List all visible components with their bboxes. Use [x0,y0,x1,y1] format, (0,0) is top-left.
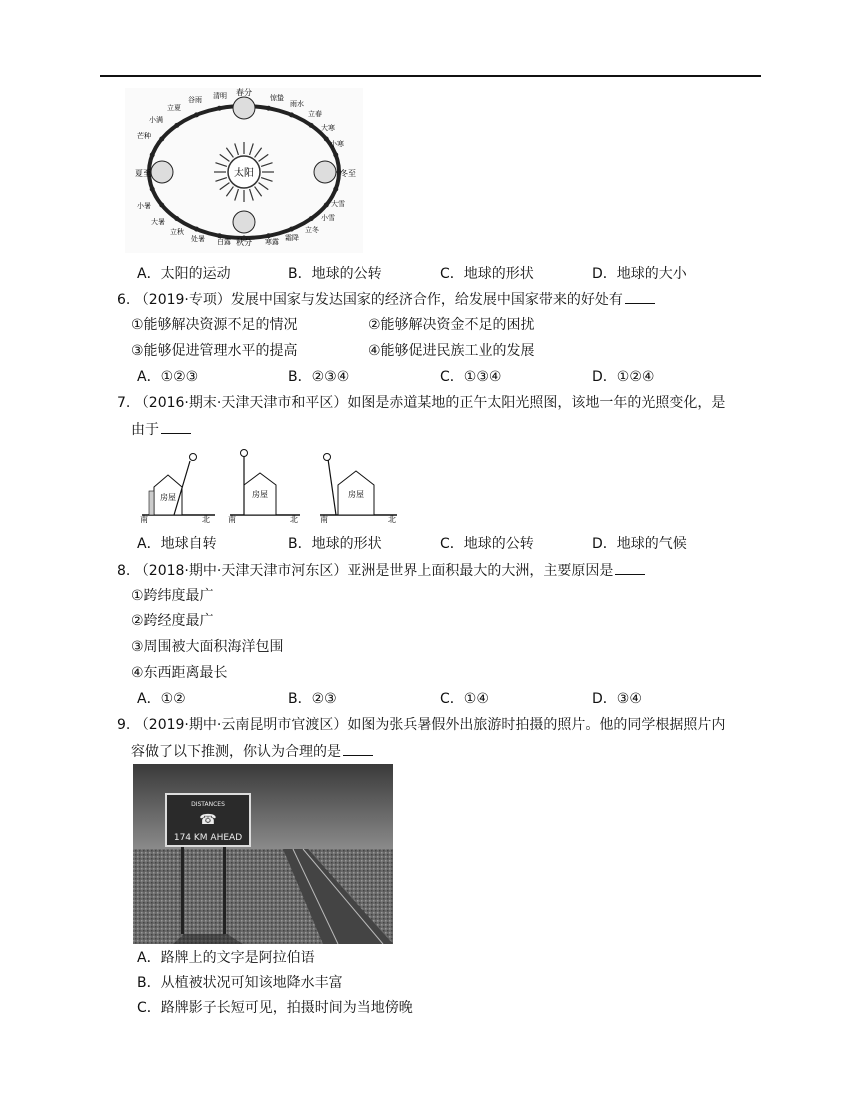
phone-icon: ☎ [199,812,217,828]
q5-option-a[interactable]: A．太阳的运动 [137,266,231,282]
answer-blank[interactable] [161,419,191,434]
q6-option-c[interactable]: C．①③④ [440,369,502,385]
q8-item-2: ②跨经度最广 [131,613,214,629]
orbit-dot [266,106,271,111]
answer-blank[interactable] [625,289,655,304]
orbit-dot [150,187,155,192]
svg-text:房屋: 房屋 [252,490,268,499]
svg-text:小满: 小满 [149,116,163,124]
q6-option-a[interactable]: A．①②③ [137,369,199,385]
orbit-dot [174,216,179,221]
q8-item-4: ④东西距离最长 [131,665,228,681]
svg-text:大暑: 大暑 [151,218,165,226]
q6-item-2: ②能够解决资金不足的困扰 [368,317,535,333]
q6-item-4: ④能够促进民族工业的发展 [368,343,535,359]
orbit-dot [150,152,155,157]
q8-option-b[interactable]: B．②③ [288,691,337,707]
q6-option-b[interactable]: B．②③④ [288,369,350,385]
q5-option-d[interactable]: D．地球的大小 [592,266,687,282]
orbit-dot [333,152,338,157]
orbit-dot [309,216,314,221]
svg-text:小寒: 小寒 [330,140,344,148]
svg-text:大寒: 大寒 [321,124,335,132]
answer-blank[interactable] [615,560,645,575]
svg-text:秋分: 秋分 [236,238,252,247]
q7-option-d[interactable]: D．地球的气候 [592,536,687,552]
orbit-dot [159,203,164,208]
svg-text:白露: 白露 [217,238,231,246]
svg-text:立冬: 立冬 [305,226,319,234]
q7-option-c[interactable]: C．地球的公转 [440,536,534,552]
orbit-dot [194,112,199,117]
svg-text:冬至: 冬至 [340,169,356,178]
orbit-dot [309,123,314,128]
svg-text:北: 北 [202,515,210,524]
svg-text:小雪: 小雪 [321,214,335,222]
svg-text:174 KM AHEAD: 174 KM AHEAD [173,833,243,843]
svg-text:霜降: 霜降 [285,234,299,242]
svg-text:南: 南 [320,515,328,524]
orbit-dot [194,227,199,232]
svg-text:立秋: 立秋 [170,228,184,236]
orbit-dot [324,203,329,208]
q7-stem-line1: 7. （2016·期末·天津天津市和平区）如图是赤道某地的正午太阳光照图，该地一年的光照变化，是 [117,395,726,411]
svg-text:太阳: 太阳 [234,168,254,179]
q6-item-3: ③能够促进管理水平的提高 [131,343,298,359]
svg-text:雨水: 雨水 [290,100,304,108]
q9-stem-line2: 容做了以下推测，你认为合理的是 [131,741,373,762]
orbit-dot [159,137,164,142]
orbit-dot [217,106,222,111]
q8-stem: 8. （2018·期中·天津天津市河东区）亚洲是世界上面积最大的大洲，主要原因是 [117,560,645,581]
svg-text:立夏: 立夏 [167,104,181,112]
answer-blank[interactable] [343,741,373,756]
svg-text:北: 北 [388,515,396,524]
svg-text:南: 南 [228,515,236,524]
orbit-dot [324,137,329,142]
svg-text:处暑: 处暑 [191,235,205,243]
svg-text:夏至: 夏至 [135,169,151,178]
q6-stem: 6. （2019·专项）发展中国家与发达国家的经济合作，给发展中国家带来的好处有 [117,289,655,310]
q7-stem-line2: 由于 [131,419,191,440]
svg-text:DISTANCES: DISTANCES [191,801,225,808]
orbit-dot [289,112,294,117]
q8-item-1: ①跨纬度最广 [131,588,214,604]
svg-text:房屋: 房屋 [160,493,176,502]
q7-option-b[interactable]: B．地球的形状 [288,536,382,552]
q5-option-b[interactable]: B．地球的公转 [288,266,382,282]
orbit-dot [174,123,179,128]
svg-text:小暑: 小暑 [137,202,151,210]
q8-option-a[interactable]: A．①② [137,691,186,707]
header-rule [100,75,761,77]
road-photo [133,764,393,944]
q9-stem-line1: 9. （2019·期中·云南昆明市官渡区）如图为张兵暑假外出旅游时拍摄的照片。他的同学根据照片内 [117,717,726,733]
svg-text:谷雨: 谷雨 [188,96,202,104]
q8-item-3: ③周围被大面积海洋包围 [131,639,284,655]
q9-option-c[interactable]: C．路牌影子长短可见，拍摄时间为当地傍晚 [137,1000,413,1016]
q9-option-b[interactable]: B．从植被状况可知该地降水丰富 [137,975,343,991]
svg-text:芒种: 芒种 [137,132,151,140]
svg-text:立春: 立春 [308,110,322,118]
orbit-dot [333,187,338,192]
svg-text:寒露: 寒露 [265,238,279,246]
orbit-diagram [125,88,363,253]
q6-option-d[interactable]: D．①②④ [592,369,655,385]
svg-text:房屋: 房屋 [348,490,364,499]
svg-text:北: 北 [290,515,298,524]
svg-text:惊蛰: 惊蛰 [270,94,284,102]
orbit-dot [289,227,294,232]
svg-text:大雪: 大雪 [331,200,345,208]
svg-text:春分: 春分 [236,88,252,97]
q5-option-c[interactable]: C．地球的形状 [440,266,534,282]
q8-option-d[interactable]: D．③④ [592,691,642,707]
q7-option-a[interactable]: A．地球自转 [137,536,217,552]
q8-option-c[interactable]: C．①④ [440,691,489,707]
q9-option-a[interactable]: A．路牌上的文字是阿拉伯语 [137,950,315,966]
sunlight-diagram [140,447,405,525]
svg-text:南: 南 [140,515,148,524]
q6-item-1: ①能够解决资源不足的情况 [131,317,298,333]
svg-text:清明: 清明 [213,92,227,100]
